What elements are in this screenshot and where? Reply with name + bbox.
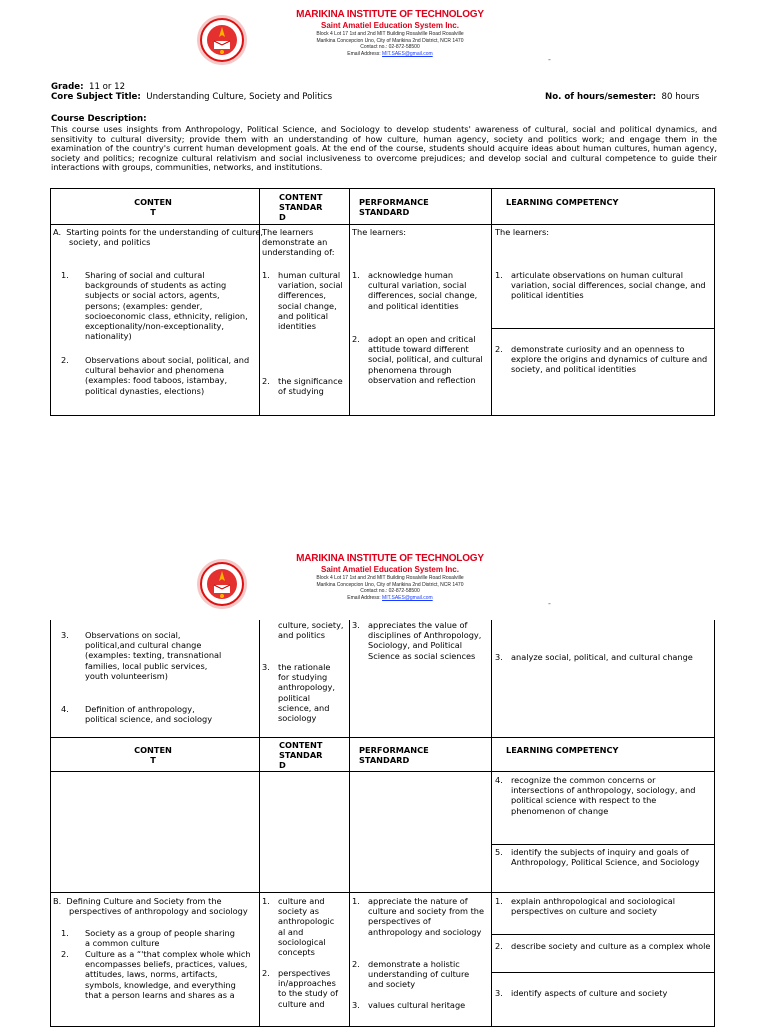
ps-item-1: 1. acknowledge human cultural variation, social differences, social change, and political identities — [352, 270, 478, 311]
subject-label: Core Subject Title: — [51, 92, 141, 102]
cs-item-2: 2. the significance of studying — [262, 376, 343, 397]
email-line — [270, 51, 510, 58]
system-name: Saint Amatiel Education System Inc. — [321, 21, 459, 30]
content-b: B. Defining Culture and Society from the perspectives of anthropology and sociology — [53, 896, 248, 917]
page2-table-top — [50, 620, 715, 738]
subject-value: Understanding Culture, Society and Politics — [146, 92, 333, 102]
content-a: A. Starting points for the understanding of culture, society, and politics — [53, 227, 263, 248]
lc-b-item-1: 1. explain anthropological and sociological perspectives on culture and society — [495, 896, 676, 917]
header-content-standard: CONTENT STANDAR D — [279, 192, 323, 222]
address-line-1: Block 4 Lot 17 1st and 2nd MIT Building Rosalville Road Rosalville — [316, 575, 464, 581]
content-item-2: 2. Observations about social, political, and cultural behavior and phenomena (examples: food taboos, istambay, political dynasties, elections) — [61, 355, 250, 396]
header-content: CONTEN T — [134, 745, 172, 765]
content-b-item-2: 2. Culture as a “'that complex whole which encompasses beliefs, practices, values, attitudes, laws, norms, artifacts, symbols, knowledge, and everything that a person learns and shares as a — [61, 949, 251, 1000]
institution-name: MARIKINA INSTITUTE OF TECHNOLOGY — [296, 9, 484, 20]
cs-intro: The learners demonstrate an understanding of: — [262, 227, 335, 258]
hours-line — [545, 92, 699, 102]
content-item-4: 4. Definition of anthropology, political science, and sociology — [61, 704, 213, 725]
school-logo-icon — [196, 14, 248, 66]
contact-number: Contact no.: 02-872-58500 — [360, 588, 420, 595]
email-link[interactable]: MIT.SAES@gmail.com — [382, 594, 433, 601]
grade-line — [51, 82, 125, 92]
lc-item-1: 1. articulate observations on human cultural variation, social differences, social change, and political identities — [495, 270, 706, 301]
ps-item-2: 2. adopt an open and critical attitude toward different social, political, and cultural phenomena through observation and reflection — [352, 334, 483, 385]
cs-b-item-2: 2. perspectives in/approaches to the study of culture and — [262, 968, 339, 1009]
lc-intro: The learners: — [495, 227, 549, 237]
email-line — [270, 595, 510, 602]
ps-b-item-2: 2. demonstrate a holistic understanding of culture and society — [352, 959, 470, 990]
course-description: This course uses insights from Anthropology, Political Science, and Sociology to develop students' awareness of cultural, social and political dynamics, and sensitivity to cultural diversity; provide them with an understanding of how culture, human agency, society and politics work; and engage them in the examination of the country's current human development goals. At the end of the course, students should acquire ideas about human cultures, human agency, society and politics; recognize cultural relativism and social inclusiveness to overcome prejudices; and develop social and cultural competence to guide their interactions with groups, communities, networks, and institutions. — [51, 124, 717, 173]
email-label: Email Address: — [347, 50, 381, 57]
header-content-standard: CONTENT STANDAR D — [279, 740, 323, 770]
hours-label: No. of hours/semester: — [545, 92, 657, 102]
page1-table — [50, 188, 715, 416]
content-item-1: 1. Sharing of social and cultural backgrounds of students as acting subjects or social actors, agents, persons; (examples: gender, socioeconomic class, ethnicity, religion, exceptionality/non-exceptionality, nationality) — [61, 270, 248, 342]
header-mark: - — [548, 599, 551, 608]
lc-b-item-3: 3. identify aspects of culture and society — [495, 988, 668, 998]
grade-value: 11 or 12 — [88, 82, 126, 92]
ps-b-item-3: 3. values cultural heritage — [352, 1000, 466, 1010]
lc-item-3: 3. analyze social, political, and cultural change — [495, 652, 693, 662]
lc-item-5: 5. identify the subjects of inquiry and goals of Anthropology, Political Science, and Sociology — [495, 847, 700, 868]
school-logo-icon — [196, 558, 248, 610]
cs-item-1: 1. human cultural variation, social differences, social change, and political identities — [262, 270, 343, 332]
address-line-2: Marikina Concepcion Uno, City of Marikina 2nd District, NCR 1470 — [316, 37, 464, 44]
address-line-2: Marikina Concepcion Uno, City of Marikina 2nd District, NCR 1470 — [316, 581, 464, 588]
subject-line — [51, 92, 332, 102]
page2-header — [0, 552, 768, 612]
ps-intro: The learners: — [352, 227, 406, 237]
grade-label: Grade: — [51, 82, 84, 92]
description-label: Course Description: — [51, 114, 147, 124]
lc-item-4: 4. recognize the common concerns or intersections of anthropology, sociology, and political science with respect to the phenomenon of change — [495, 775, 696, 816]
contact-number: Contact no.: 02-872-58500 — [360, 44, 420, 51]
content-b-item-1: 1. Society as a group of people sharing a common culture — [61, 928, 235, 949]
page2-table-bottom — [50, 737, 715, 1027]
cs-continuation: culture, society, and politics — [278, 620, 344, 641]
address-line-1: Block 4 Lot 17 1st and 2nd MIT Building Rosalville Road Rosalville — [316, 31, 464, 37]
cs-item-3: 3. the rationale for studying anthropology, political science, and sociology — [262, 662, 335, 724]
lc-item-2: 2. demonstrate curiosity and an openness to explore the origins and dynamics of culture and society, and political identities — [495, 344, 708, 375]
ps-item-3: 3. appreciates the value of disciplines of Anthropology, Sociology, and Political Science as social sciences — [352, 620, 482, 661]
institution-name: MARIKINA INSTITUTE OF TECHNOLOGY — [296, 553, 484, 564]
cs-b-item-1: 1. culture and society as anthropologic al and sociological concepts — [262, 896, 335, 958]
header-learning-competency: LEARNING COMPETENCY — [506, 197, 619, 207]
content-item-3: 3. Observations on social, political,and cultural change (examples: texting, transnational families, local public services, youth volunteerism) — [61, 630, 222, 681]
email-label: Email Address: — [347, 594, 381, 601]
header-performance-standard: PERFORMANCE STANDARD — [359, 197, 429, 217]
header-performance-standard: PERFORMANCE STANDARD — [359, 745, 429, 765]
header-content: CONTEN T — [134, 197, 172, 217]
ps-b-item-1: 1. appreciate the nature of culture and society from the perspectives of anthropology and sociology — [352, 896, 485, 937]
hours-value: 80 hours — [661, 92, 700, 102]
page1-header — [0, 8, 768, 68]
header-learning-competency: LEARNING COMPETENCY — [506, 745, 619, 755]
lc-b-item-2: 2. describe society and culture as a complex whole — [495, 941, 711, 951]
system-name: Saint Amatiel Education System Inc. — [321, 565, 459, 574]
header-mark: - — [548, 55, 551, 64]
email-link[interactable]: MIT.SAES@gmail.com — [382, 50, 433, 57]
